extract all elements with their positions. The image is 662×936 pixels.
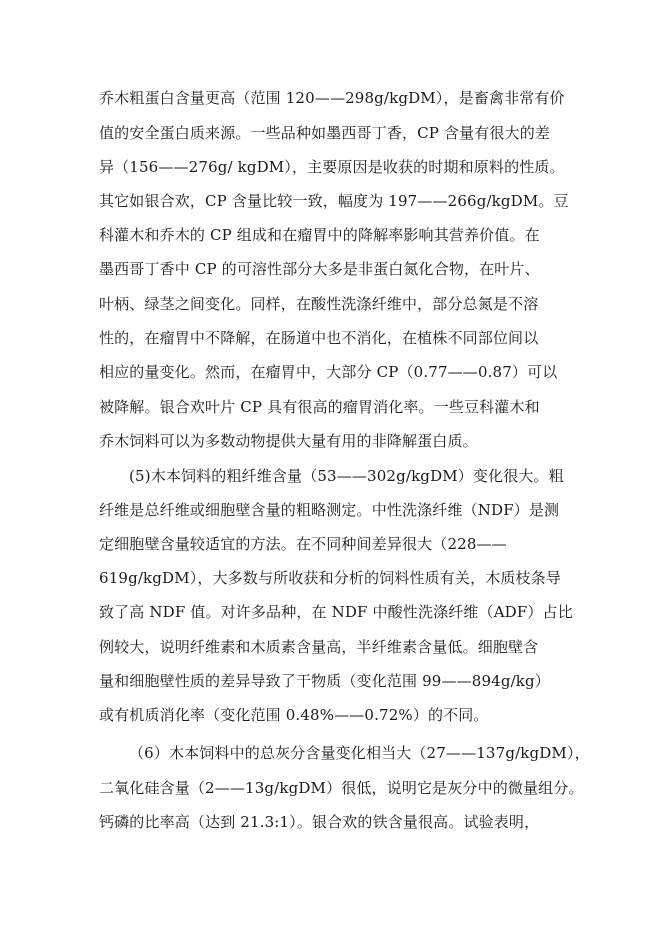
text-line: 墨西哥丁香中 CP 的可溶性部分大多是非蛋白氮化合物，在叶片、	[99, 260, 540, 278]
text-line: 纤维是总纤维或细胞壁含量的粗略测定。中性洗涤纤维（NDF）是测	[99, 501, 560, 519]
text-line: 量和细胞壁性质的差异导致了干物质（变化范围 99——894g/kg）	[99, 672, 550, 690]
text-line: 钙磷的比率高（达到 21.3:1）。银合欢的铁含量很高。试验表明，	[99, 813, 540, 831]
text-line: 性的，在瘤胃中不降解，在肠道中也不消化，在植株不同部位间以	[99, 329, 539, 347]
paragraph-5-first-line: (5)木本饲料的粗纤维含量（53——302g/kgDM）变化很大。粗	[129, 467, 564, 485]
text-line: 其它如银合欢，CP 含量比较一致，幅度为 197——266g/kgDM。豆	[99, 192, 569, 210]
text-line: 叶柄、绿茎之间变化。同样，在酸性洗涤纤维中，部分总氮是不溶	[99, 295, 539, 313]
text-line: 相应的量变化。然而，在瘤胃中，大部分 CP（0.77——0.87）可以	[99, 363, 558, 381]
text-line: 致了高 NDF 值。对许多品种，在 NDF 中酸性洗涤纤维（ADF）占比	[99, 603, 573, 621]
paragraph-6-first-line: （6）木本饲料中的总灰分含量变化相当大（27——137g/kgDM），	[129, 744, 590, 762]
text-line: 或有机质消化率（变化范围 0.48%——0.72%）的不同。	[99, 706, 489, 724]
text-line: 值的安全蛋白质来源。一些品种如墨西哥丁香，CP 含量有很大的差	[99, 124, 550, 142]
text-line: 被降解。银合欢叶片 CP 具有很高的瘤胃消化率。一些豆科灌木和	[99, 398, 540, 416]
text-line: 乔木粗蛋白含量更高（范围 120——298g/kgDM），是畜禽非常有价	[99, 89, 565, 107]
text-line: 异（156——276g/ kgDM），主要原因是收获的时期和原料的性质。	[99, 158, 565, 176]
text-line: 例较大，说明纤维素和木质素含量高，半纤维素含量低。细胞壁含	[99, 638, 539, 656]
text-line: 科灌木和乔木的 CP 组成和在瘤胃中的降解率影响其营养价值。在	[99, 226, 540, 244]
text-line: 乔木饲料可以为多数动物提供大量有用的非降解蛋白质。	[99, 432, 478, 450]
text-line: 619g/kgDM），大多数与所收获和分析的饲料性质有关，木质枝条导	[99, 569, 561, 587]
text-line: 二氧化硅含量（2——13g/kgDM）很低，说明它是灰分中的微量组分。	[99, 779, 584, 797]
text-line: 定细胞壁含量较适宜的方法。在不同种间差异很大（228——	[99, 535, 507, 553]
